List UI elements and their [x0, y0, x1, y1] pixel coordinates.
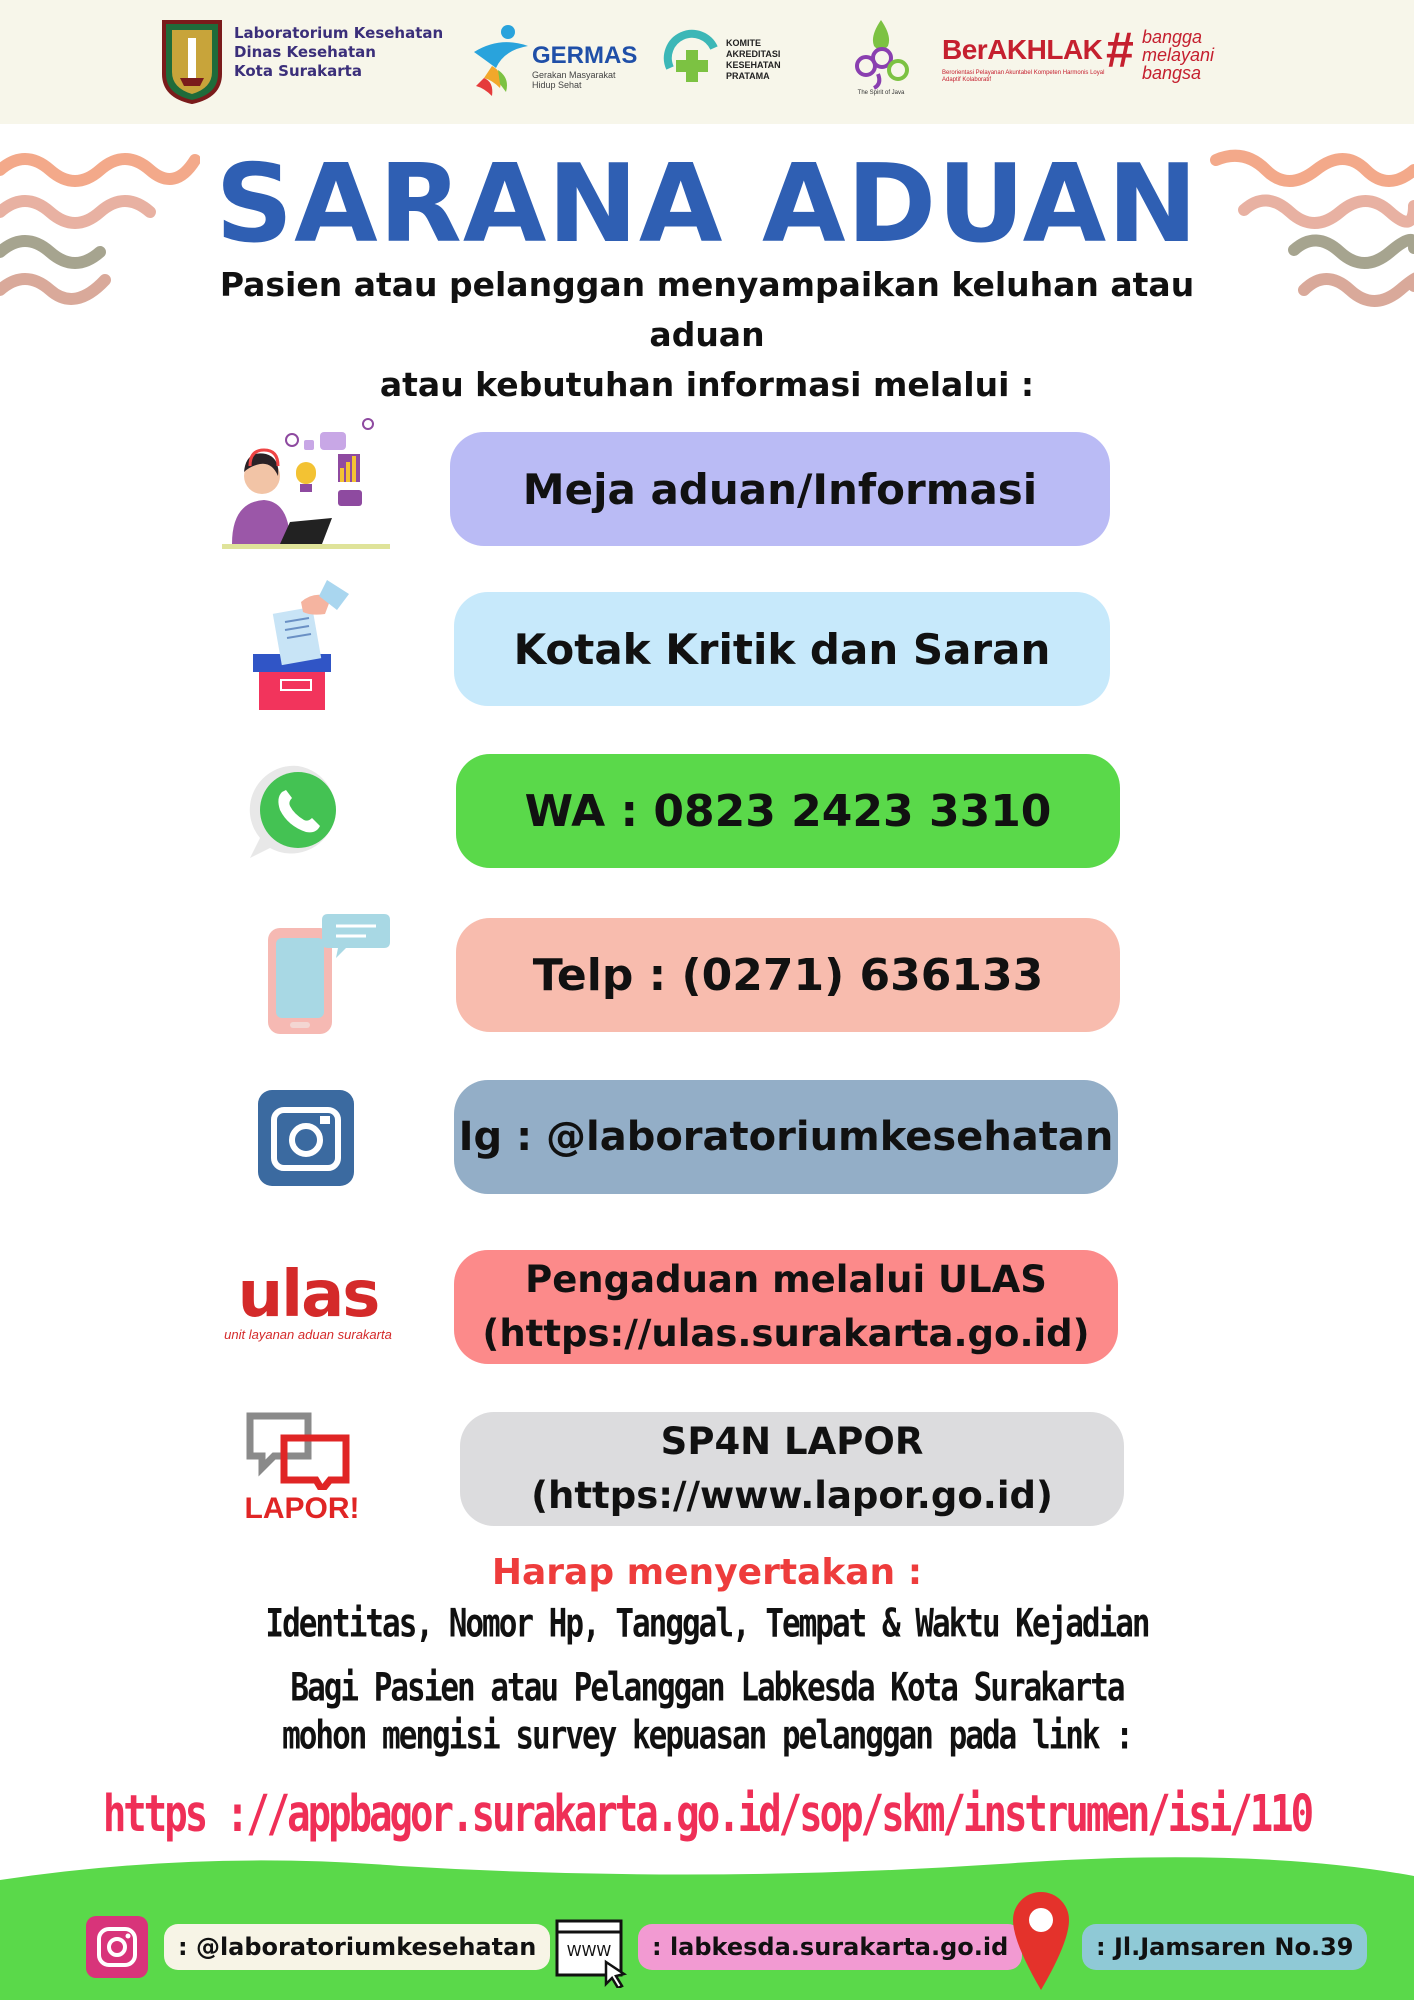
channel-label: SP4N LAPOR — [660, 1420, 924, 1463]
note-title: Harap menyertakan : — [491, 1552, 923, 1593]
germas-figure-icon — [470, 22, 532, 100]
website-icon-label: WWW — [566, 1942, 612, 1960]
footer-instagram-icon[interactable] — [86, 1916, 148, 1978]
suggestion-box-icon — [245, 572, 355, 714]
channel-label: Kotak Kritik dan Saran — [513, 624, 1051, 674]
footer-background — [0, 1840, 1414, 2000]
lapor-logo — [240, 1410, 370, 1526]
lab-name-line: Dinas Kesehatan — [234, 43, 376, 61]
lapor-logo-text: LAPOR! — [244, 1492, 360, 1525]
channel-pill-meja-aduan — [450, 432, 1110, 546]
whatsapp-icon — [248, 762, 348, 862]
bangga-text — [1142, 28, 1214, 82]
kars-line: KESEHATAN — [726, 60, 781, 70]
bangga-line: melayani — [1142, 45, 1215, 65]
channel-label: Pengaduan melalui ULAS — [525, 1258, 1047, 1301]
bangga-line: bangsa — [1142, 63, 1202, 83]
city-emblem-icon — [160, 18, 224, 104]
kars-logo — [660, 28, 800, 98]
lab-name — [234, 24, 443, 81]
footer-instagram-handle[interactable]: : @laboratoriumkesehatan — [164, 1924, 550, 1970]
lapor-chat-icon — [244, 1410, 364, 1490]
map-pin-icon — [1010, 1890, 1072, 1992]
survey-line: mohon mengisi survey kepuasan pelanggan pada link : — [282, 1713, 1132, 1759]
solo-tagline: The Spirit of Java — [857, 90, 905, 96]
survey-link[interactable]: https ://appbagor.surakarta.go.id/sop/skm/instrumen/isi/110 — [102, 1785, 1312, 1844]
channel-pill-ulas — [454, 1250, 1118, 1364]
berakhlak-title: BerAKHLAK — [942, 34, 1103, 65]
bangga-melayani-bangsa-logo — [1106, 22, 1236, 86]
kars-line: KOMITE — [726, 38, 761, 48]
customer-service-icon — [220, 410, 390, 552]
berakhlak-subtitle: Berorientasi Pelayanan Akuntabel Kompeten Harmonis Loyal Adaptif Kolaboratif — [942, 70, 1105, 83]
ulas-logo-subtitle: unit layanan aduan surakarta — [224, 1327, 392, 1342]
instagram-icon — [256, 1088, 356, 1188]
kars-cross-icon — [660, 28, 724, 92]
footer-address: : Jl.Jamsaren No.39 — [1082, 1924, 1367, 1970]
bangga-line: bangga — [1142, 27, 1203, 47]
channel-pill-telepon — [456, 918, 1120, 1032]
kars-text — [726, 38, 796, 82]
channel-label: (https://www.lapor.go.id) — [531, 1474, 1053, 1517]
channel-pill-instagram — [454, 1080, 1118, 1194]
header-banner — [0, 0, 1414, 124]
footer-website-icon[interactable] — [554, 1918, 630, 1988]
solo-logo — [848, 18, 914, 102]
survey-line: Bagi Pasien atau Pelanggan Labkesda Kota Surakarta — [290, 1665, 1124, 1711]
channel-label: Meja aduan/Informasi — [522, 464, 1038, 514]
intro-line: Pasien atau pelanggan menyampaikan keluhan atau aduan — [219, 265, 1195, 354]
channel-label: Telp : (0271) 636133 — [532, 949, 1044, 1001]
ulas-logo — [198, 1258, 418, 1346]
note-identity: Identitas, Nomor Hp, Tanggal, Tempat & Waktu Kejadian — [265, 1601, 1149, 1647]
kars-line: PRATAMA — [726, 71, 770, 81]
solo-wordmark-icon — [848, 18, 914, 90]
germas-title: GERMAS — [532, 42, 638, 69]
intro-text — [180, 260, 1234, 410]
channel-pill-kotak-saran — [454, 592, 1110, 706]
bangga-hash: # — [1106, 22, 1134, 78]
germas-logo — [470, 22, 638, 102]
lab-name-line: Kota Surakarta — [234, 62, 362, 80]
footer-website[interactable]: : labkesda.surakarta.go.id — [638, 1924, 1022, 1970]
channel-pill-lapor — [460, 1412, 1124, 1526]
channel-label: WA : 0823 2423 3310 — [524, 785, 1052, 837]
channel-label: (https://ulas.surakarta.go.id) — [482, 1312, 1090, 1355]
ulas-logo-text: ulas — [237, 1258, 379, 1332]
phone-icon — [262, 912, 392, 1038]
germas-subtitle: Gerakan Masyarakat Hidup Sehat — [532, 70, 616, 90]
page-title: SARANA ADUAN — [215, 142, 1199, 267]
intro-line: atau kebutuhan informasi melalui : — [379, 365, 1035, 404]
kars-line: AKREDITASI — [726, 49, 781, 59]
lab-name-line: Laboratorium Kesehatan — [234, 24, 444, 42]
channel-label: Ig : @laboratoriumkesehatan — [458, 1114, 1114, 1160]
channel-pill-whatsapp — [456, 754, 1120, 868]
